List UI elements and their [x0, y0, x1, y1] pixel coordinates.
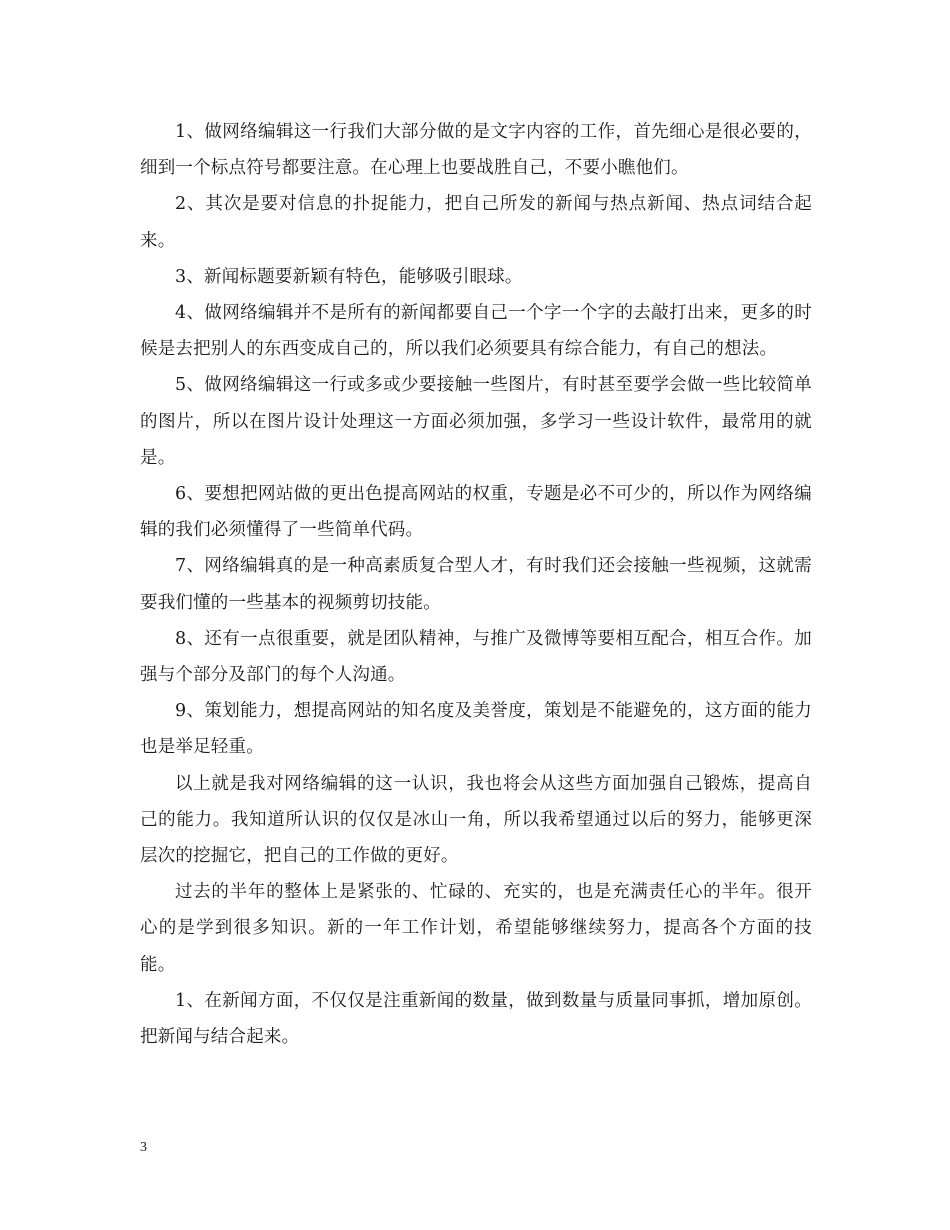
paragraph: 1、做网络编辑这一行我们大部分做的是文字内容的工作，首先细心是很必要的，细到一个标点符号都要注意。在心理上也要战胜自己，不要小瞧他们。	[140, 122, 812, 179]
document-body	[140, 114, 812, 1055]
paragraph: 以上就是我对网络编辑的这一认识，我也将会从这些方面加强自己锻炼，提高自己的能力。我知道所认识的仅仅是冰山一角，所以我希望通过以后的努力，能够更深层次的挖掘它，把自己的工作做的更好。	[140, 773, 812, 867]
paragraph: 2、其次是要对信息的扑捉能力，把自己所发的新闻与热点新闻、热点词结合起来。	[140, 194, 812, 251]
paragraph: 4、做网络编辑并不是所有的新闻都要自己一个字一个字的去敲打出来，更多的时候是去把别人的东西变成自己的，所以我们必须要具有综合能力，有自己的想法。	[140, 303, 812, 360]
paragraph: 5、做网络编辑这一行或多或少要接触一些图片，有时甚至要学会做一些比较简单的图片，所以在图片设计处理这一方面必须加强，多学习一些设计软件，最常用的就是。	[140, 375, 812, 468]
paragraph: 7、网络编辑真的是一种高素质复合型人才，有时我们还会接触一些视频，这就需要我们懂的一些基本的视频剪切技能。	[140, 556, 812, 613]
page-number: 3	[140, 1140, 147, 1155]
paragraph: 9、策划能力，想提高网站的知名度及美誉度，策划是不能避免的，这方面的能力也是举足轻重。	[140, 701, 812, 758]
paragraph: 3、新闻标题要新颖有特色，能够吸引眼球。	[175, 266, 523, 287]
paragraph: 1、在新闻方面，不仅仅是注重新闻的数量，做到数量与质量同事抓，增加原创。把新闻与结合起来。	[140, 990, 812, 1048]
paragraph: 8、还有一点很重要，就是团队精神，与推广及微博等要相互配合，相互合作。加强与个部分及部门的每个人沟通。	[140, 628, 812, 686]
paragraph: 过去的半年的整体上是紧张的、忙碌的、充实的，也是充满责任心的半年。很开心的是学到很多知识。新的一年工作计划，希望能够继续努力，提高各个方面的技能。	[140, 882, 812, 975]
paragraph: 6、要想把网站做的更出色提高网站的权重，专题是必不可少的，所以作为网络编辑的我们必须懂得了一些简单代码。	[140, 484, 812, 541]
